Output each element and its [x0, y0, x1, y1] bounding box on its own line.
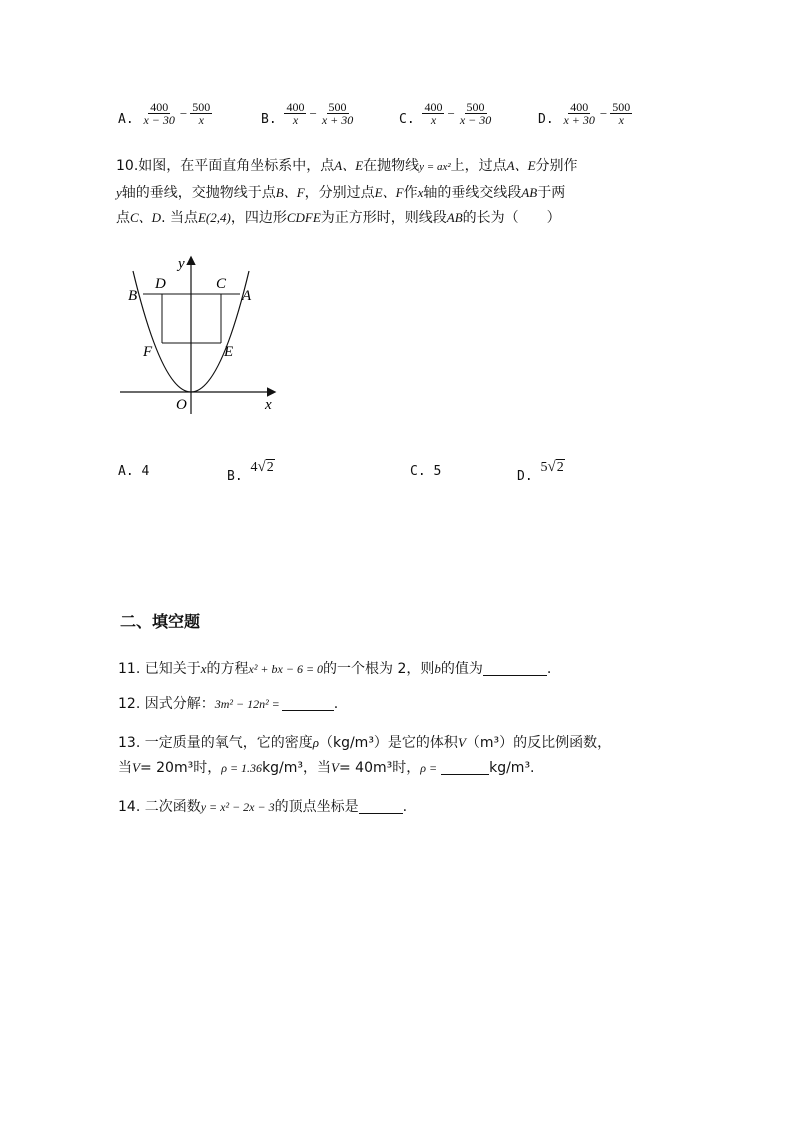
fraction: $\frac{500}{x + 30}$ — [321, 100, 354, 127]
q12: 12. 因式分解：3m² − 12n² = . — [118, 696, 339, 712]
answer-blank[interactable] — [483, 661, 547, 676]
label-f: F — [143, 344, 153, 360]
q9-option-a: A. $\frac{400}{x - 30}$ − $\frac{500}{x}$ — [118, 100, 211, 127]
label-d: D — [155, 276, 166, 292]
q10-line-3: 点C、D. 当点E(2,4)，四边形CDFE为正方形时，则线段AB的长为（ ） — [116, 210, 561, 226]
fraction: $\frac{500}{x}$ — [612, 100, 631, 127]
answer-blank[interactable] — [441, 760, 489, 775]
fraction: $\frac{400}{x - 30}$ — [143, 100, 175, 127]
q11: 11. 已知关于x的方程x² + bx − 6 = 0的一个根为 2，则b的值为 . — [118, 661, 552, 677]
q10-option-b: B. 4√2 — [227, 459, 274, 484]
label-o: O — [176, 397, 187, 413]
q9-option-c: C. $\frac{400}{x}$ − $\frac{500}{x - 30}$ — [399, 100, 492, 127]
answer-blank[interactable] — [359, 799, 403, 814]
q14: 14. 二次函数y = x² − 2x − 3的顶点坐标是 . — [118, 799, 408, 815]
parabola-figure — [110, 248, 290, 418]
fraction: $\frac{500}{x - 30}$ — [459, 100, 492, 127]
fraction: $\frac{400}{x}$ — [424, 100, 443, 127]
label-y: y — [178, 256, 185, 272]
q10-option-d: D. 5√2 — [517, 459, 564, 484]
q10-line-1: 10.如图，在平面直角坐标系中，点A、E在抛物线y = ax²上，过点A、E分别作 — [116, 158, 578, 174]
section-title: 二、填空题 — [120, 612, 201, 631]
label-e: E — [224, 344, 234, 360]
answer-blank[interactable] — [282, 696, 334, 711]
label-a: A — [242, 288, 252, 304]
q10-option-a: A. 4 — [118, 464, 150, 479]
fraction: $\frac{500}{x}$ — [192, 100, 211, 127]
q10-line-2: y轴的垂线，交抛物线于点B、F，分别过点E、F作x轴的垂线交线段AB于两 — [116, 185, 566, 201]
q13-line-1: 13. 一定质量的氧气，它的密度ρ（kg/m³）是它的体积V（m³）的反比例函数， — [118, 735, 612, 751]
label-x: x — [265, 397, 272, 413]
radical-expression: 5√2 — [540, 459, 564, 475]
radical-expression: 4√2 — [250, 459, 274, 475]
q10-option-c: C. 5 — [410, 464, 442, 479]
q13-line-2: 当V= 20m³时，ρ = 1.36kg/m³，当V= 40m³时，ρ = kg/m³. — [118, 760, 535, 776]
label-c: C — [216, 276, 227, 292]
label-b: B — [128, 288, 138, 304]
q9-option-d: D. $\frac{400}{x + 30}$ − $\frac{500}{x}$ — [538, 100, 631, 127]
fraction: $\frac{400}{x + 30}$ — [563, 100, 595, 127]
q9-option-b: B. $\frac{400}{x}$ − $\frac{500}{x + 30}$ — [261, 100, 354, 127]
fraction: $\frac{400}{x}$ — [286, 100, 305, 127]
